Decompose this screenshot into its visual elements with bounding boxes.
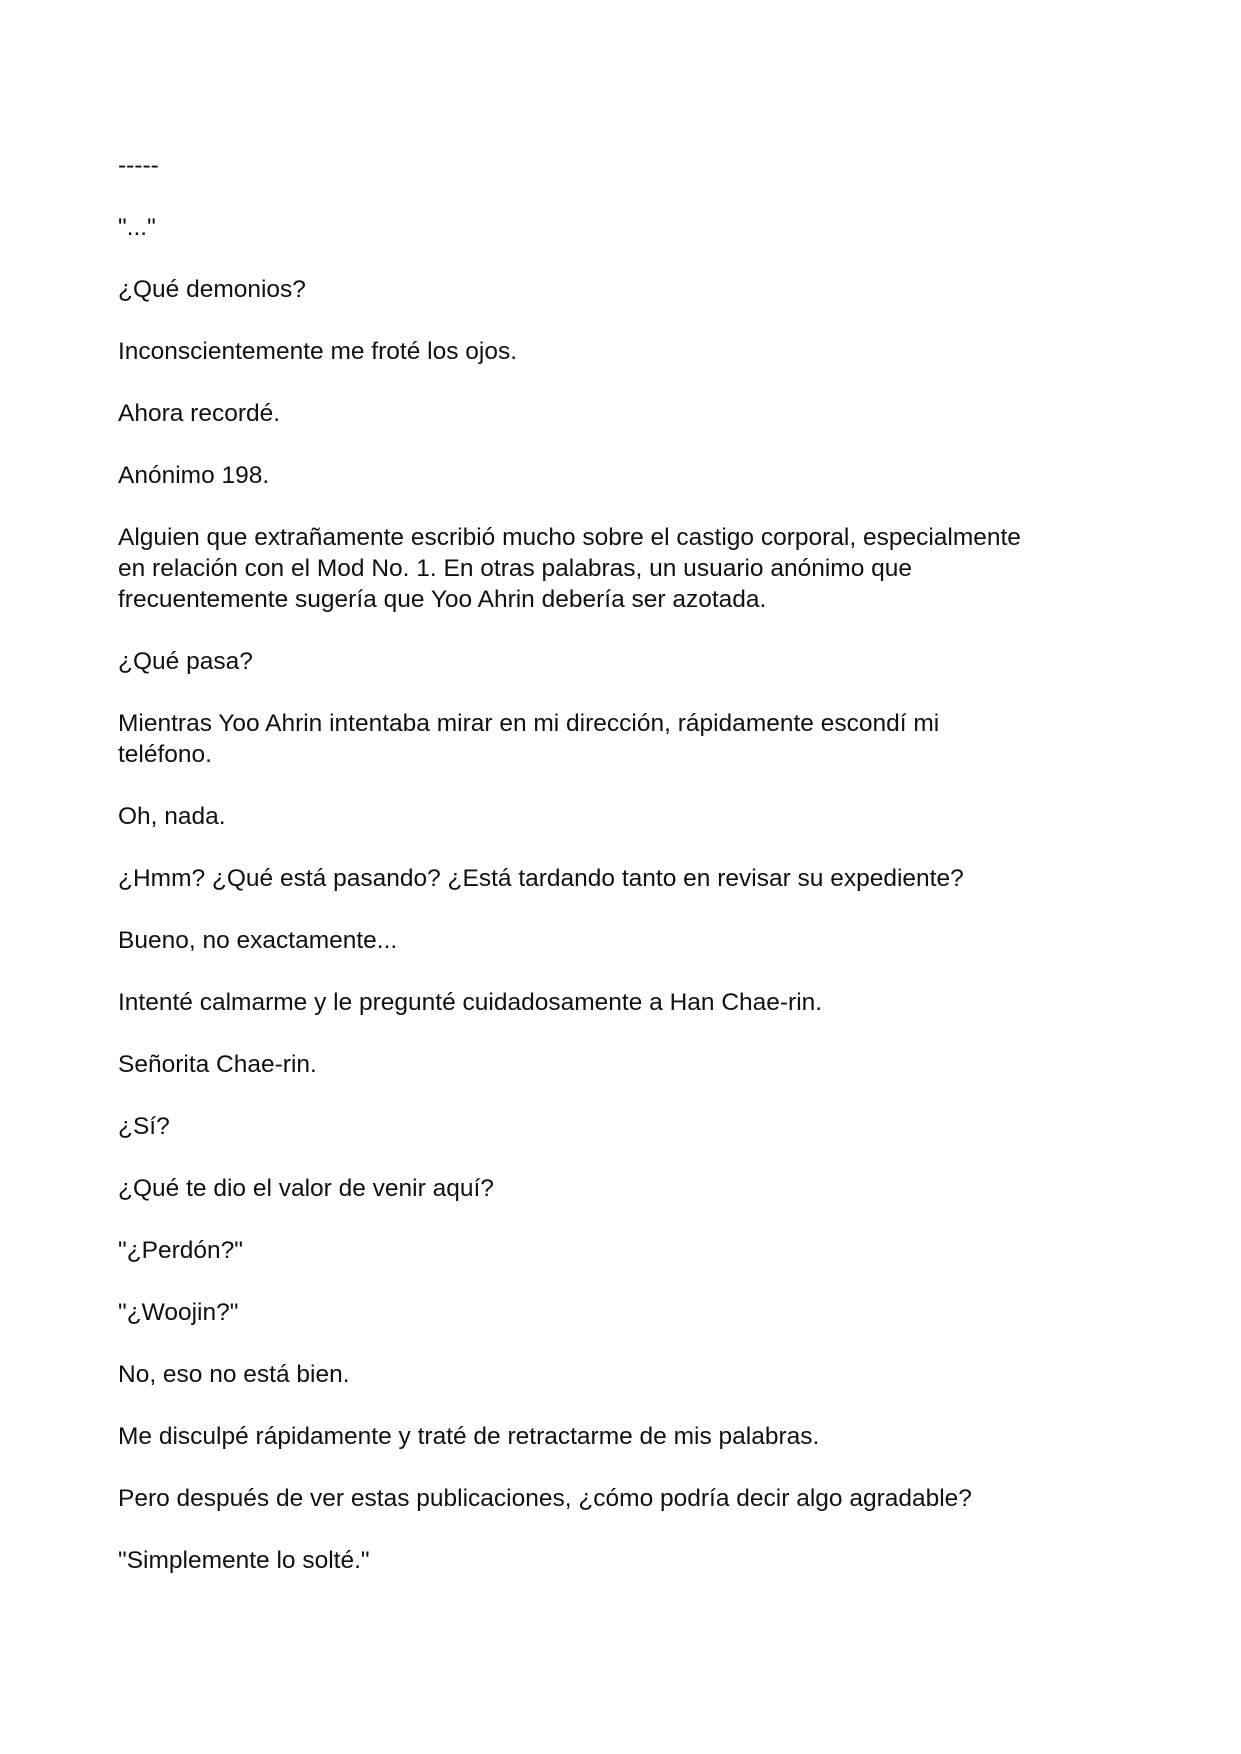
paragraph: Bueno, no exactamente... — [118, 927, 398, 954]
paragraph: Inconscientemente me froté los ojos. — [118, 338, 518, 365]
paragraph: "..." — [118, 214, 156, 241]
paragraph: Ahora recordé. — [118, 400, 281, 427]
paragraph: Oh, nada. — [118, 803, 226, 830]
paragraph: "¿Perdón?" — [118, 1237, 243, 1264]
paragraph: Me disculpé rápidamente y traté de retractarme de mis palabras. — [118, 1423, 820, 1450]
paragraph: ¿Hmm? ¿Qué está pasando? ¿Está tardando tanto en revisar su expediente? — [118, 865, 964, 892]
paragraph: Señorita Chae-rin. — [118, 1051, 317, 1078]
paragraph: ¿Qué pasa? — [118, 648, 253, 675]
paragraph: Intenté calmarme y le pregunté cuidadosamente a Han Chae-rin. — [118, 989, 823, 1016]
paragraph: "Simplemente lo solté." — [118, 1547, 370, 1574]
paragraph: Mientras Yoo Ahrin intentaba mirar en mi dirección, rápidamente escondí mi teléfono. — [118, 710, 940, 768]
paragraph: ¿Qué te dio el valor de venir aquí? — [118, 1175, 494, 1202]
paragraph: Alguien que extrañamente escribió mucho sobre el castigo corporal, especialmente en relación con el Mod No. 1. En otras palabras, un usuario anónimo que frecuentemente sugería que Yoo Ahrin debería ser azotada. — [118, 524, 1021, 613]
paragraph: ¿Qué demonios? — [118, 276, 306, 303]
paragraph: No, eso no está bien. — [118, 1361, 350, 1388]
paragraph: "¿Woojin?" — [118, 1299, 239, 1326]
separator-line: ----- — [118, 152, 159, 179]
paragraph: Pero después de ver estas publicaciones, ¿cómo podría decir algo agradable? — [118, 1485, 972, 1512]
paragraph: Anónimo 198. — [118, 462, 270, 489]
paragraph: ¿Sí? — [118, 1113, 170, 1140]
